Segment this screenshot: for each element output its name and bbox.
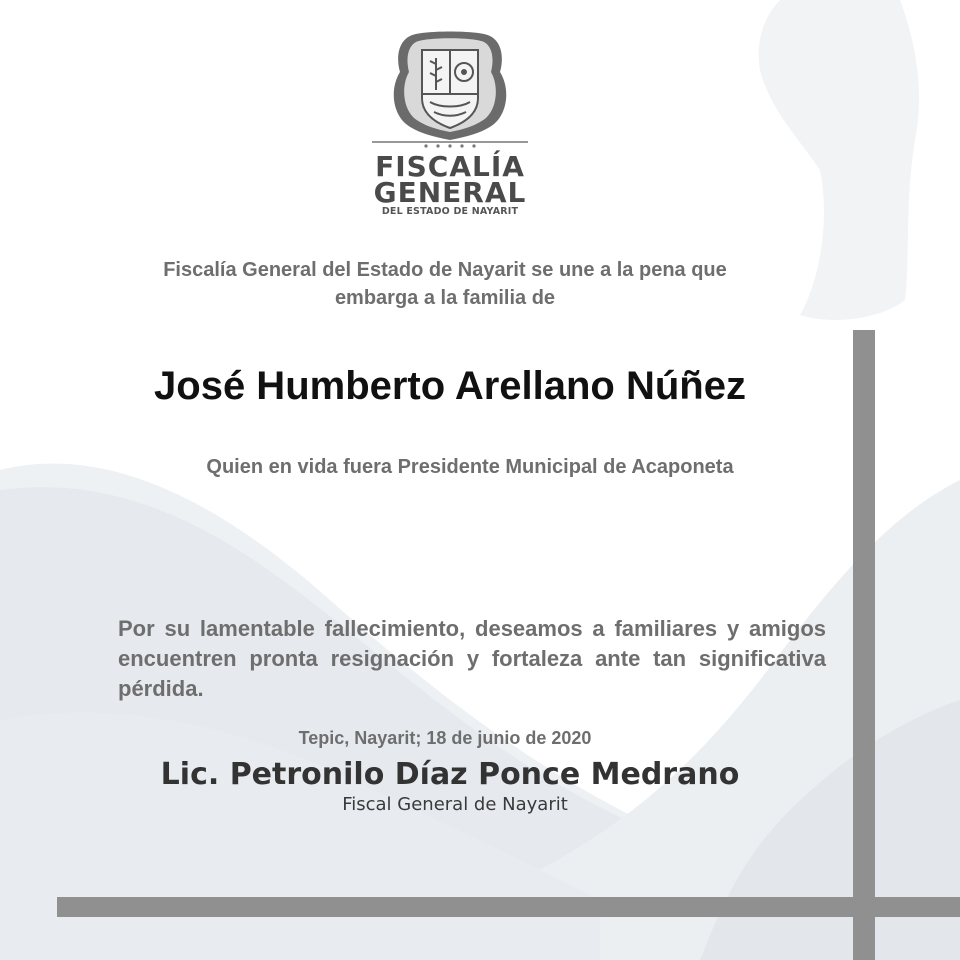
deceased-role: Quien en vida fuera Presidente Municipal de Acaponeta [206, 456, 734, 478]
deceased-name: José Humberto Arellano Núñez [154, 364, 746, 408]
logo-title-line-1: FISCALÍA [375, 150, 525, 183]
signer-title: Fiscal General de Nayarit [342, 794, 568, 815]
cross-horizontal-bar [57, 897, 960, 917]
background-cloud [759, 0, 919, 320]
cross-vertical-bar [853, 330, 875, 960]
fiscalia-logo [360, 28, 540, 218]
logo-title-line-2: GENERAL [373, 176, 527, 209]
logo-subtitle: DEL ESTADO DE NAYARIT [381, 206, 519, 217]
place-and-date: Tepic, Nayarit; 18 de junio de 2020 [298, 728, 592, 748]
state-coat-of-arms-icon [360, 28, 540, 148]
signer-name: Lic. Petronilo Díaz Ponce Medrano [160, 757, 740, 792]
condolence-message: Por su lamentable fallecimiento, deseamos a familiares y amigos encuentren pronta resignación y fortaleza ante tan significativa pérdida. [118, 616, 826, 701]
intro-text: Fiscalía General del Estado de Nayarit se une a la pena que embarga a la familia de [163, 259, 727, 309]
